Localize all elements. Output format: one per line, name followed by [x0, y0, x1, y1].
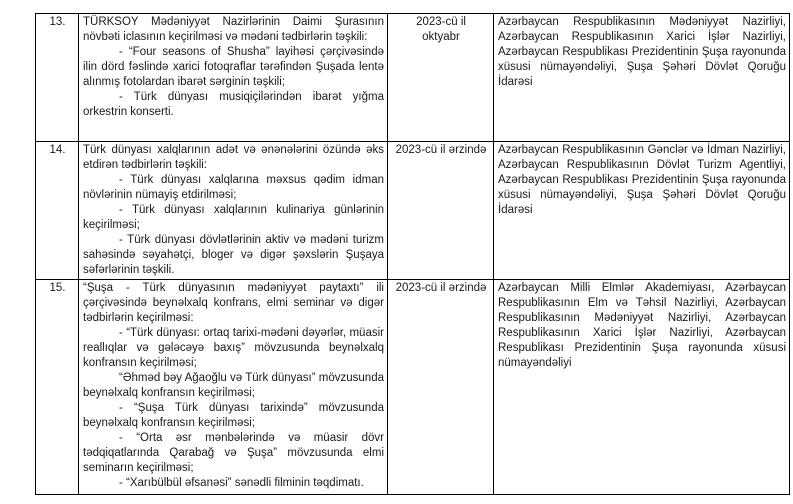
date-text: 2023-cü il ərzində — [395, 282, 487, 294]
activity-paragraph: - Türk dünyası xalqlarının kulinariya günlərinin keçirilməsi; — [83, 204, 384, 231]
date-text: 2023-cü il ərzində — [395, 144, 487, 156]
responsible-cell: Azərbaycan Respublikasının Gənclər və İdman Nazirliyi, Azərbaycan Respublikasının Dövlət Turizm Agentliyi, Azərbaycan Respublikası Prezidentinin Şuşa rayonunda xüsusi nümayəndəliyi, Şuşa Şəhəri Dövlət Qoruğu İdarəsi — [494, 142, 790, 280]
activity-paragraph: - “Xarıbülbül əfsanəsi” sənədli filminin təqdimatı. — [119, 477, 364, 489]
activity-paragraph: - “Four seasons of Shusha” layihəsi çərçivəsində ilin dörd fəslində xarici fotoqraflar tərəfindən Şuşada lentə alınmış fotolardan ibarət sərginin təşkili; — [83, 46, 384, 88]
row-number: 14. — [36, 142, 79, 280]
row-number: 15. — [36, 280, 79, 495]
activity-cell — [79, 280, 388, 495]
row-number: 13. — [36, 14, 79, 142]
table-row — [36, 280, 790, 495]
table-body — [36, 14, 790, 495]
date-text: 2023-cü il — [416, 16, 466, 28]
date-cell — [388, 142, 494, 280]
responsible-cell: Azərbaycan Respublikasının Mədəniyyət Nazirliyi, Azərbaycan Respublikasının Xarici İşlər Nazirliyi, Azərbaycan Respublikası Prezidentinin Şuşa rayonunda xüsusi nümayəndəliyi, Şuşa Şəhəri Dövlət Qoruğu İdarəsi — [494, 14, 790, 142]
responsible-cell: Azərbaycan Milli Elmlər Akademiyası, Azərbaycan Respublikasının Elm və Təhsil Nazirliyi, Azərbaycan Respublikasının Mədəniyyət Nazirliyi, Azərbaycan Respublikasının Xarici İşlər Nazirliyi, Azərbaycan Respublikası Prezidentinin Şuşa rayonunda xüsusi nümayəndəliyi — [494, 280, 790, 495]
activity-paragraph: “Əhməd bəy Ağaoğlu və Türk dünyası” mövzusunda beynəlxalq konfransın keçirilməsi; — [83, 372, 384, 399]
date-cell — [388, 280, 494, 495]
activity-paragraph: “Şuşa - Türk dünyasının mədəniyyət paytaxtı” ili çərçivəsində beynəlxalq konfrans, elmi seminar və digər tədbirlərin keçirilməsi: — [83, 282, 384, 324]
activity-paragraph: - Türk dünyası musiqiçilərindən ibarət yığma orkestrin konserti. — [83, 91, 384, 118]
activity-paragraph: - Türk dünyası xalqlarına məxsus qədim idman növlərinin nümayiş etdirilməsi; — [83, 174, 384, 201]
activity-paragraph: - Türk dünyası dövlətlərinin aktiv və mədəni turizm sahəsində səyahətçi, bloger və digər şəxslərin Şuşaya səfərlərinin təşkili. — [83, 234, 384, 276]
activity-paragraph: TÜRKSOY Mədəniyyət Nazirlərinin Daimi Şurasının növbəti iclasının keçirilməsi və mədəni tədbirlərin təşkili: — [83, 16, 384, 43]
date-cell — [388, 14, 494, 142]
table-row — [36, 14, 790, 142]
activity-paragraph: Türk dünyası xalqlarının adət və ənənələrini özündə əks etdirən tədbirlərin təşkili: — [83, 144, 384, 171]
activity-cell — [79, 14, 388, 142]
activity-paragraph: - “Orta əsr mənbələrində və müasir dövr tədqiqatlarında Qarabağ və Şuşa” mövzusunda elmi seminarın keçirilməsi; — [83, 432, 384, 474]
date-text: oktyabr — [422, 31, 460, 43]
schedule-table — [35, 13, 790, 495]
activity-paragraph: - “Şuşa Türk dünyası tarixində” mövzusunda beynəlxalq konfransın keçirilməsi; — [83, 402, 384, 429]
activity-paragraph: - “Türk dünyası: ortaq tarixi-mədəni dəyərlər, müasir reallıqlar və gələcəyə baxış” mövzusunda beynəlxalq konfransın keçirilməsi; — [83, 327, 384, 369]
activity-cell — [79, 142, 388, 280]
table-row — [36, 142, 790, 280]
